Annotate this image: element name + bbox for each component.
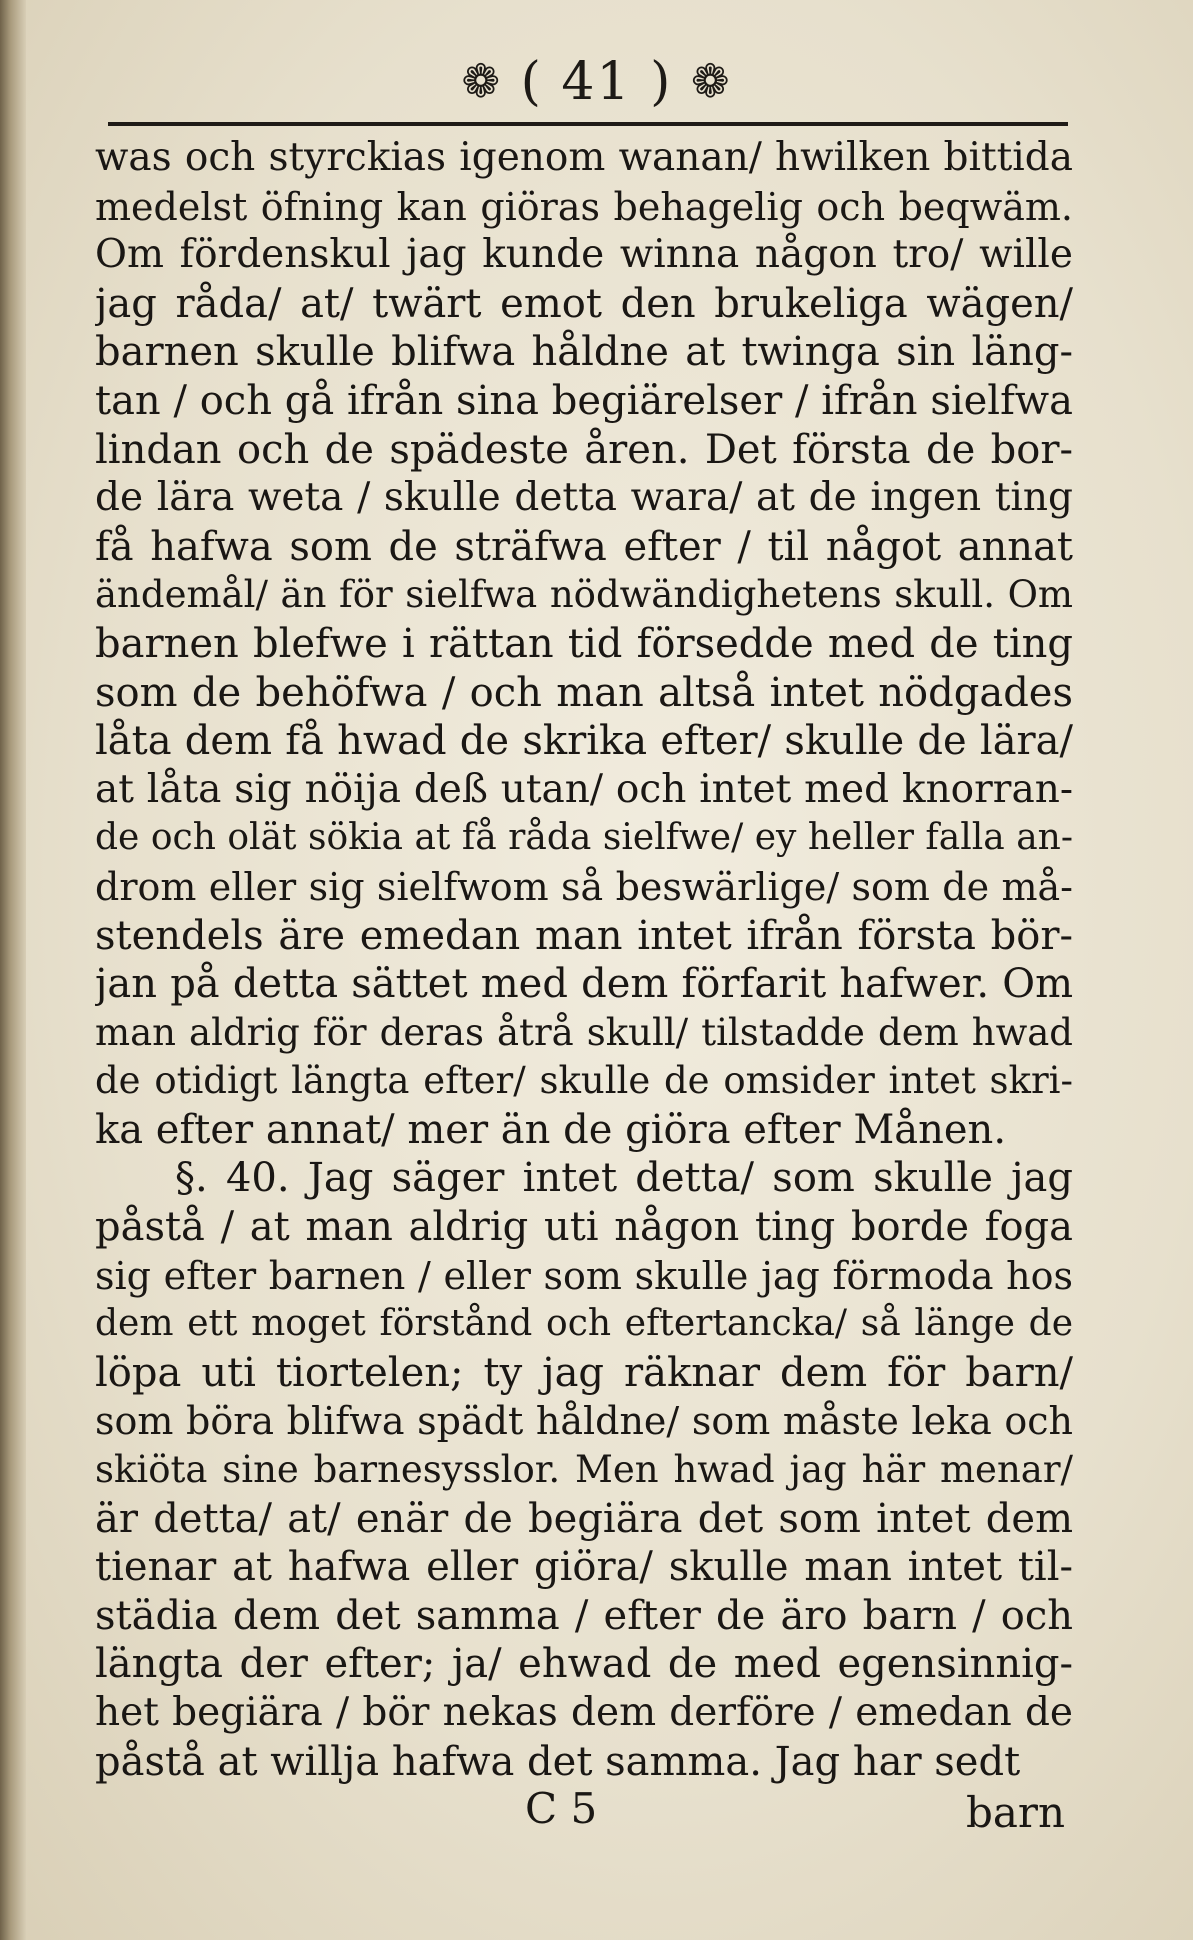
text-line: låta dem få hwad de skrika efter/ skulle de lära/: [95, 718, 1073, 765]
text-line: löpa uti tiortelen; ty jag räknar dem för barn/: [95, 1349, 1073, 1396]
text-line: drom eller sig sielfwom så beswärlige/ som de må-: [95, 864, 1073, 909]
text-line: Om fördenskul jag kunde winna någon tro/ wille: [95, 232, 1073, 278]
text-line: skiöta sine barnesysslor. Men hwad jag här menar/: [95, 1448, 1073, 1492]
flower-ornament-left-icon: ❁: [461, 54, 503, 108]
page-footer: [95, 1784, 1065, 1844]
text-line: stendels äre emedan man intet ifrån första bör-: [95, 912, 1073, 959]
text-line: städia dem det samma / efter de äro barn / och: [95, 1592, 1073, 1639]
text-line: ändemål/ än för sielfwa nödwändighetens skull. Om: [95, 573, 1073, 617]
text-line: som de behöfwa / och man altså intet nödgades: [95, 669, 1073, 716]
text-line: längta der efter; ja/ ehwad de med egensinnig-: [95, 1641, 1073, 1688]
text-line: was och styrckias igenom wanan/ hwilken bittida: [95, 135, 1073, 180]
text-line: jan på detta sättet med dem förfarit hafwer. Om: [95, 961, 1073, 1008]
text-line: de och olät sökia at få råda sielfwe/ ey heller falla an-: [95, 817, 1073, 859]
text-line: påstå / at man aldrig uti någon ting borde foga: [95, 1204, 1073, 1251]
text-line: §. 40. Jag säger intet detta/ som skulle jag: [175, 1155, 1073, 1202]
catchword: barn: [965, 1788, 1065, 1837]
text-line: sig efter barnen / eller som skulle jag förmoda hos: [95, 1253, 1073, 1298]
flower-ornament-right-icon: ❁: [690, 54, 732, 108]
text-line: medelst öfning kan giöras behagelig och beqwäm.: [95, 184, 1073, 229]
text-line: ka efter annat/ mer än de giöra efter Månen.: [95, 1106, 1007, 1153]
header-rule: [108, 122, 1068, 126]
text-line: påstå at willja hafwa det samma. Jag har sedt: [95, 1738, 1021, 1785]
binding-gutter: [0, 0, 26, 1940]
text-line: barnen skulle blifwa håldne at twinga sin läng-: [95, 329, 1073, 376]
text-line: få hafwa som de sträfwa efter / til något annat: [95, 523, 1073, 570]
text-line: tan / och gå ifrån sina begiärelser / ifrån sielfwa: [95, 377, 1073, 424]
text-line: tienar at hafwa eller giöra/ skulle man intet til-: [95, 1544, 1073, 1591]
page-header: [0, 52, 1193, 112]
text-line: het begiära / bör nekas dem derföre / emedan de: [95, 1690, 1073, 1735]
text-line: är detta/ at/ enär de begiära det som intet dem: [95, 1495, 1073, 1542]
text-line: de otidigt längta efter/ skulle de omsider intet skri-: [95, 1059, 1073, 1103]
text-line: dem ett moget förstånd och eftertancka/ så länge de: [95, 1303, 1073, 1345]
text-line: barnen blefwe i rättan tid försedde med de ting: [95, 620, 1073, 667]
text-line: jag råda/ at/ twärt emot den brukeliga wägen/: [95, 280, 1073, 327]
signature-mark: C 5: [525, 1784, 598, 1833]
text-line: som böra blifwa spädt håldne/ som måste leka och: [95, 1399, 1073, 1444]
text-line: at låta sig nöija deß utan/ och intet med knorran-: [95, 766, 1073, 812]
body-text: [95, 134, 1073, 1786]
page-number: ( 41 ): [520, 52, 673, 112]
text-line: de lära weta / skulle detta wara/ at de ingen ting: [95, 475, 1073, 521]
text-line: man aldrig för deras åtrå skull/ tilstadde dem hwad: [95, 1010, 1073, 1054]
text-line: lindan och de spädeste åren. Det första de bor-: [95, 426, 1073, 473]
